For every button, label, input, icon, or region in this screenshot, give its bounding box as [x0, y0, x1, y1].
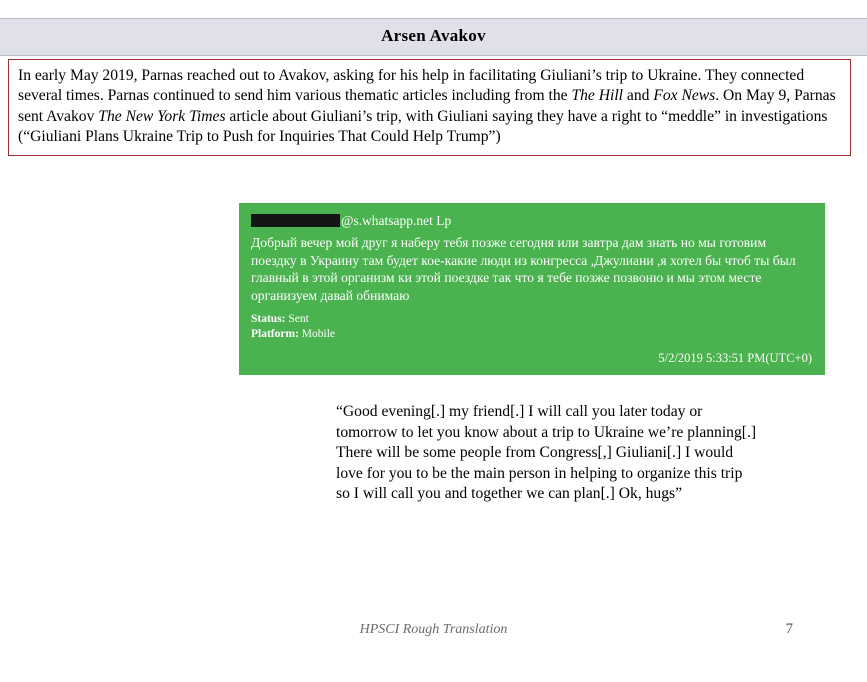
bubble-tail	[812, 203, 826, 216]
message-timestamp: 5/2/2019 5:33:51 PM(UTC+0)	[658, 351, 812, 365]
summary-italic-fox-news: Fox News	[653, 87, 716, 105]
message-metadata	[251, 312, 813, 341]
page-number: 7	[785, 621, 793, 637]
summary-box	[8, 59, 851, 156]
message-body-russian: Добрый вечер мой друг я наберу тебя позже сегодня или завтра дам знать но мы готовим поездку в Украину там будет кое-какие люди из конгресса ,Джулиани ,я хотел бы чтоб ты был главный в этой организм ки этой поездке так что я тебе позже позвоню и мы этом месте организуем давай обнимаю	[251, 235, 796, 303]
redaction-box	[251, 214, 340, 227]
translation-text: “Good evening[.] my friend[.] I will call you later today or tomorrow to let you know about a trip to Ukraine we’re planning[.] There will be some people from Congress[,] Giuliani[.] I would love for you to be the main person in helping to organize this trip so I will call you and together we can plan[.] Ok, hugs”	[336, 403, 757, 503]
summary-run-1: In early May 2019, Parnas reached out to Avakov, asking for his help in facilitating Giuliani’s trip to Ukraine. They connected several times. Parnas continued to send him various thematic articles including from the	[18, 67, 805, 105]
summary-run-2: and	[623, 87, 654, 105]
summary-italic-nyt: The New York Times	[98, 107, 226, 125]
summary-italic-the-hill: The Hill	[571, 87, 623, 105]
status-label: Status:	[251, 313, 286, 325]
sender-handle: @s.whatsapp.net Lp	[341, 213, 452, 228]
message-platform-line	[251, 327, 813, 342]
footer-note: HPSCI Rough Translation	[359, 622, 508, 637]
status-value: Sent	[288, 313, 309, 325]
summary-run-3: . On May 9, Parnas sent Avakov	[18, 87, 836, 125]
page-title: Arsen Avakov	[381, 26, 486, 45]
platform-label: Platform:	[251, 327, 299, 340]
chat-message-bubble	[239, 203, 825, 375]
summary-paragraph	[18, 66, 841, 148]
platform-value: Mobile	[301, 327, 336, 340]
message-sender	[251, 213, 813, 230]
message-status-line	[251, 312, 813, 327]
summary-run-4: article about Giuliani’s trip, with Giuliani saying they have a right to “meddle” in investigations (“Giuliani Plans Ukraine Trip to Push for Inquiries That Could Help Trump”)	[18, 107, 828, 146]
